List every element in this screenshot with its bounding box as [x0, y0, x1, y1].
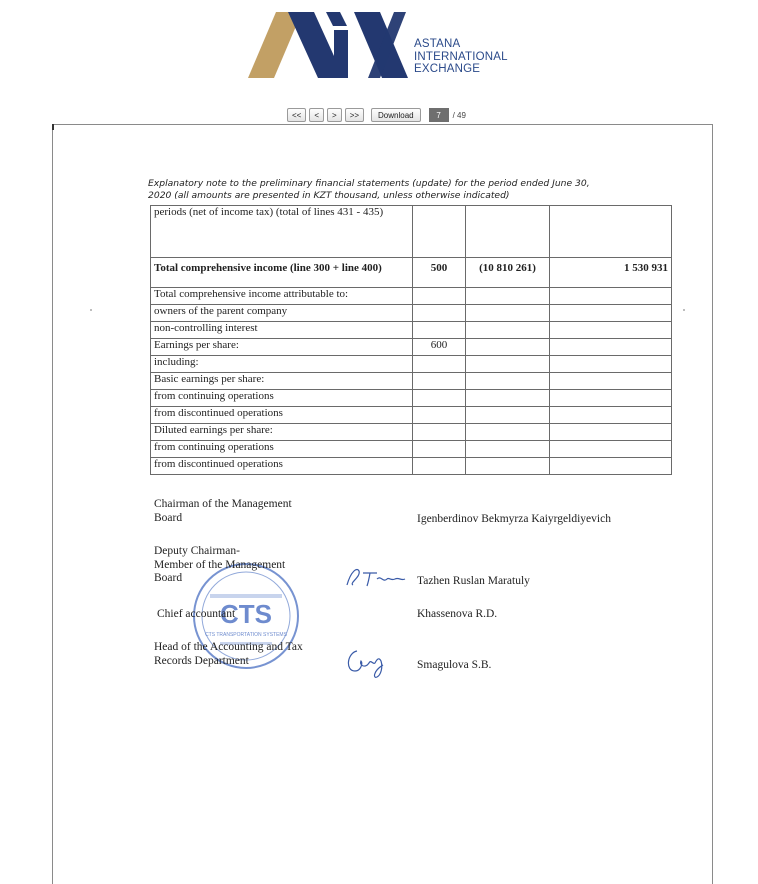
row-prior: [550, 206, 672, 258]
chairman-name: Igenberdinov Bekmyrza Kaiyrgeldiyevich: [417, 513, 611, 525]
last-page-button[interactable]: >>: [345, 108, 364, 122]
note-line-1: Explanatory note to the preliminary financial statements (update) for the period ended June 30,: [148, 178, 590, 189]
row-current: [466, 373, 550, 390]
row-label: from continuing operations: [151, 441, 413, 458]
stamp-ring-text: CTS TRANSPORTATION SYSTEMS: [205, 632, 287, 638]
row-prior: [550, 339, 672, 356]
row-code: 500: [413, 258, 466, 288]
explanatory-note-header: [148, 178, 618, 202]
logo-navy-bar: [334, 30, 348, 78]
row-code: [413, 390, 466, 407]
row-current: [466, 305, 550, 322]
row-current: [466, 356, 550, 373]
stamp-text: CTS: [220, 599, 272, 629]
logo-line-2: INTERNATIONAL: [414, 50, 508, 63]
table-row: [151, 258, 672, 288]
pager-toolbar: [287, 107, 466, 123]
chairman-title: [154, 498, 292, 525]
row-prior: [550, 390, 672, 407]
row-label: Basic earnings per share:: [151, 373, 413, 390]
row-prior: [550, 373, 672, 390]
row-current: [466, 206, 550, 258]
table-row: [151, 305, 672, 322]
row-label: Total comprehensive income (line 300 + line 400): [151, 258, 413, 288]
head-accounting-signature: [343, 645, 393, 681]
table-row: [151, 390, 672, 407]
row-label: from discontinued operations: [151, 407, 413, 424]
row-code: [413, 322, 466, 339]
row-current: [466, 441, 550, 458]
table-row: [151, 407, 672, 424]
table-row: [151, 424, 672, 441]
table-row: [151, 441, 672, 458]
next-page-button[interactable]: >: [327, 108, 342, 122]
download-button[interactable]: Download: [371, 108, 421, 122]
row-label: non-controlling interest: [151, 322, 413, 339]
note-line-2: 2020 (all amounts are presented in KZT thousand, unless otherwise indicated): [148, 190, 510, 201]
row-prior: [550, 458, 672, 475]
row-prior: [550, 305, 672, 322]
row-code: 600: [413, 339, 466, 356]
comprehensive-income-table: [150, 205, 672, 475]
table-row: [151, 458, 672, 475]
row-label: Total comprehensive income attributable to:: [151, 288, 413, 305]
aix-logo-mark: [248, 10, 413, 82]
row-current: [466, 458, 550, 475]
scan-dot: [683, 309, 685, 311]
row-label: Diluted earnings per share:: [151, 424, 413, 441]
signature-stroke: [348, 651, 383, 677]
row-code: [413, 407, 466, 424]
chairman-title-line-2: Board: [154, 511, 183, 524]
row-current: [466, 407, 550, 424]
row-prior: 1 530 931: [550, 258, 672, 288]
row-current: [466, 424, 550, 441]
row-code: [413, 373, 466, 390]
table-row: [151, 356, 672, 373]
table-row: [151, 288, 672, 305]
table-row: [151, 339, 672, 356]
row-prior: [550, 356, 672, 373]
page-corner-mark: [52, 124, 54, 130]
table-row: [151, 322, 672, 339]
prev-page-button[interactable]: <: [309, 108, 324, 122]
deputy-signature: [343, 565, 413, 589]
signature-stroke: [347, 570, 405, 586]
logo-navy-dot: [326, 12, 347, 26]
row-current: [466, 339, 550, 356]
scan-dot: [90, 309, 92, 311]
row-label: including:: [151, 356, 413, 373]
row-prior: [550, 322, 672, 339]
row-code: [413, 458, 466, 475]
head-title-line-1: Head of the Accounting and Tax: [154, 641, 303, 653]
row-code: [413, 424, 466, 441]
deputy-title-line-2: Member of the Management: [154, 558, 286, 571]
table-row: [151, 206, 672, 258]
row-code: [413, 356, 466, 373]
logo-wordmark: [414, 38, 508, 76]
deputy-title: [154, 545, 285, 586]
first-page-button[interactable]: <<: [287, 108, 306, 122]
stamp-band: [210, 594, 282, 598]
logo-line-3: EXCHANGE: [414, 63, 481, 75]
page-total: / 49: [452, 110, 466, 120]
row-label: Earnings per share:: [151, 339, 413, 356]
deputy-title-line-3: Board: [154, 572, 183, 584]
logo-line-1: ASTANA: [414, 38, 461, 50]
aix-logo: [248, 10, 528, 82]
accountant-name: Khassenova R.D.: [417, 608, 498, 620]
row-code: [413, 206, 466, 258]
row-code: [413, 288, 466, 305]
row-code: [413, 441, 466, 458]
deputy-name: Tazhen Ruslan Maratuly: [417, 575, 530, 587]
row-label: periods (net of income tax) (total of lines 431 - 435): [151, 206, 413, 258]
row-code: [413, 305, 466, 322]
table-row: [151, 373, 672, 390]
row-current: [466, 288, 550, 305]
row-prior: [550, 288, 672, 305]
row-current: [466, 390, 550, 407]
row-label: from discontinued operations: [151, 458, 413, 475]
deputy-title-line-1: Deputy Chairman-: [154, 545, 240, 557]
page-number-input[interactable]: 7: [429, 108, 449, 122]
row-current: [466, 322, 550, 339]
row-prior: [550, 407, 672, 424]
row-label: from continuing operations: [151, 390, 413, 407]
chairman-title-line-1: Chairman of the Management: [154, 498, 292, 510]
row-prior: [550, 441, 672, 458]
accountant-title: Chief accountant: [157, 608, 236, 620]
row-prior: [550, 424, 672, 441]
head-accounting-title: [154, 641, 303, 668]
head-accounting-name: Smagulova S.B.: [417, 659, 492, 671]
row-label: owners of the parent company: [151, 305, 413, 322]
head-title-line-2: Records Department: [154, 654, 249, 667]
row-current: (10 810 261): [466, 258, 550, 288]
